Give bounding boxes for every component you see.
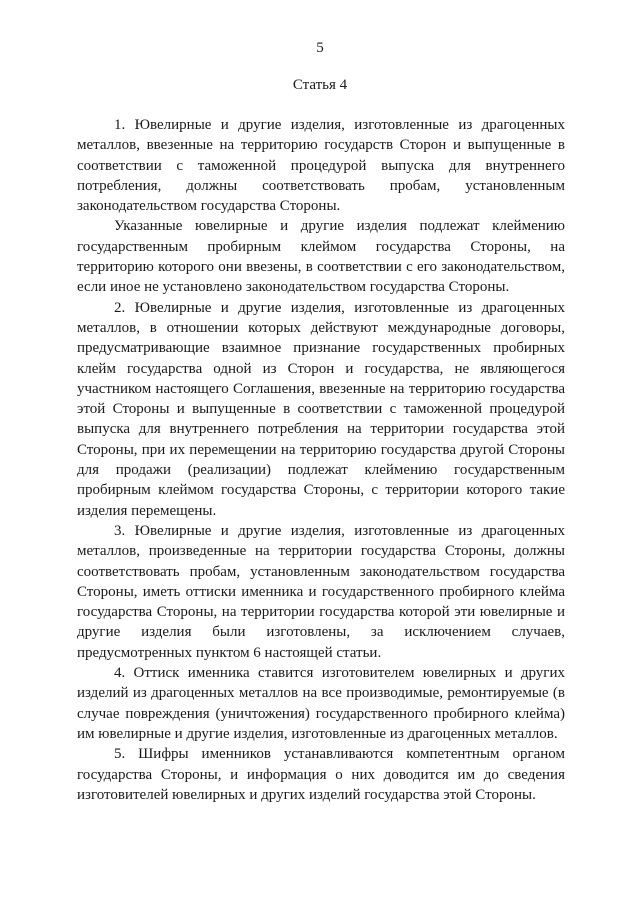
paragraph-4: 4. Оттиск именника ставится изготовителем ювелирных и других изделий из драгоценных металлов на все производимые, ремонтируемые (в случае повреждения (уничтожения) государственного пробирного клейма) им ювелирные и другие изделия, изготовленные из драгоценных металлов. (77, 665, 565, 742)
paragraph-1-continuation: Указанные ювелирные и другие изделия подлежат клеймению государственным пробирным клеймом государства Стороны, на территорию которого они ввезены, в соответствии с его законодательством, если иное не установлено законодательством государства Стороны. (77, 218, 565, 296)
paragraph-3: 3. Ювелирные и другие изделия, изготовленные из драгоценных металлов, произведенные на территории государства Стороны, должны соответствовать пробам, установленным законодательством государства Стороны, иметь оттиски именника и государственного пробирного клейма государства Стороны, на территории государства которой эти ювелирные и другие изделия были изготовлены, за исключением случаев, предусмотренных пунктом 6 настоящей статьи. (77, 522, 565, 661)
article-body (77, 115, 565, 805)
paragraph-1: 1. Ювелирные и другие изделия, изготовленные из драгоценных металлов, ввезенные на территорию государств Сторон и выпущенные в соответствии с таможенной процедурой выпуска для внутреннего потребления, должны соответствовать пробам, установленным законодательством государства Стороны. (77, 117, 565, 215)
article-title: Статья 4 (292, 77, 348, 93)
paragraph-2: 2. Ювелирные и другие изделия, изготовленные из драгоценных металлов, в отношении которых действуют международные договоры, предусматривающие взаимное признание государственных пробирных клейм государства одной из Сторон и государства, не являющегося участником настоящего Соглашения, ввезенные на территорию государства этой Стороны и выпущенные в соответствии с таможенной процедурой выпуска для внутреннего потребления на территории государства этой Стороны, при их перемещении на территорию государства другой Стороны для продажи (реализации) подлежат клеймению государственным пробирным клеймом государства Стороны, с территории которого такие изделия перемещены. (77, 299, 565, 519)
paragraph-5: 5. Шифры именников устанавливаются компетентным органом государства Стороны, и информация о них доводится им до сведения изготовителей ювелирных и других изделий государства этой Стороны. (77, 746, 565, 803)
page-number: 5 (316, 40, 324, 56)
